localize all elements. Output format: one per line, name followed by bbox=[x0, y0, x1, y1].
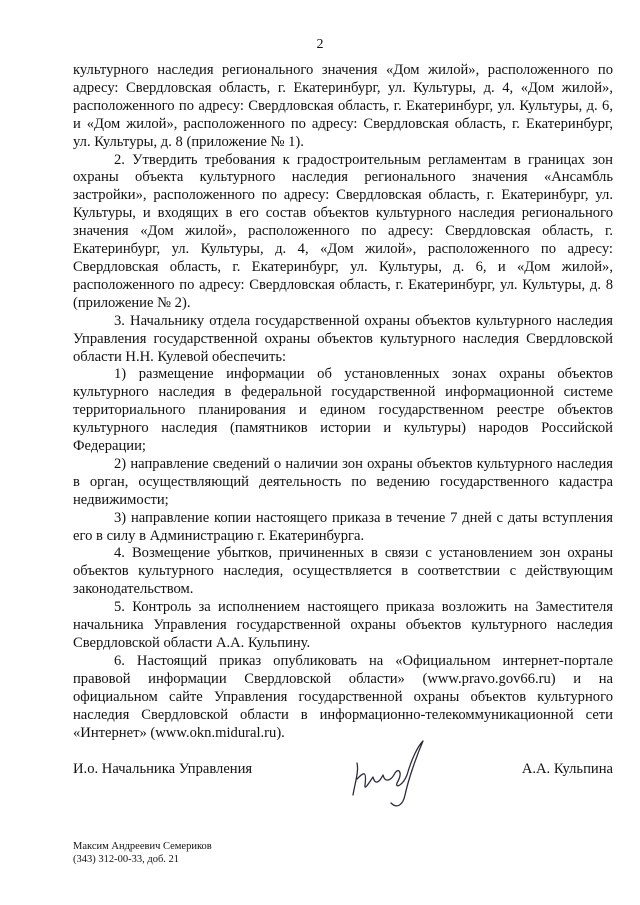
executor-phone: (343) 312-00-33, доб. 21 bbox=[73, 854, 180, 865]
handwritten-signature bbox=[345, 733, 435, 813]
paragraph-item-3: 3. Начальнику отдела государственной охраны объектов культурного наследия Управления государственной охраны объектов культурного наследия Свердловской области Н.Н. Кулевой обеспечить: bbox=[73, 312, 613, 365]
signature-block bbox=[73, 757, 613, 817]
paragraph-item-6: 6. Настоящий приказ опубликовать на «Официальном интернет-портале правовой информации Свердловской области» (www.pravo.gov66.ru) и на официальном сайте Управления государственной охраны объектов культурного наследия Свердловской области в информационно-телекоммуникационной сети «Интернет» (www.okn.midural.ru). bbox=[73, 652, 613, 741]
paragraph-item-5: 5. Контроль за исполнением настоящего приказа возложить на Заместителя начальника Управления государственной охраны объектов культурного наследия Свердловской области А.А. Кульпину. bbox=[73, 599, 613, 651]
paragraph-subitem-1: 1) размещение информации об установленных зонах охраны объектов культурного наследия в федеральной государственной информационной системе территориального планирования и едином государственном реестре объектов культурного наследия (памятников истории и культуры) народов Российской Федерации; bbox=[73, 366, 613, 455]
signatory-name: А.А. Кульпина bbox=[521, 761, 613, 777]
executor-name: Максим Андреевич Семериков bbox=[73, 841, 212, 852]
signatory-title: И.о. Начальника Управления bbox=[73, 761, 253, 777]
paragraph-subitem-3: 3) направление копии настоящего приказа в течение 7 дней с даты вступления его в силу в Администрацию г. Екатеринбурга. bbox=[73, 509, 613, 544]
paragraph-continuation: культурного наследия регионального значения «Дом жилой», расположенного по адресу: Свердловская область, г. Екатеринбург, ул. Культуры, д. 4, «Дом жилой», расположенного по адресу: Свердловская область, г. Екатеринбург, ул. Культуры, д. 6, и «Дом жилой», расположенного по адресу: Свердловская область, г. Екатеринбург, ул. Культуры, д. 8 (приложение № 1). bbox=[73, 62, 613, 150]
paragraph-item-2: 2. Утвердить требования к градостроительным регламентам в границах зон охраны объекта культурного наследия регионального значения «Ансамбль застройки», расположенного по адресу: Свердловская область, г. Екатеринбург, ул. Культуры, и входящих в его состав объектов культурного наследия регионального значения «Дом жилой», расположенного по адресу: Свердловская область, г. Екатеринбург, ул. Культуры, д. 4, «Дом жилой», расположенного по адресу: Свердловская область, г. Екатеринбург, ул. Культуры, д. 6, и «Дом жилой», расположенного по адресу: Свердловская область, г. Екатеринбург, ул. Культуры, д. 8 (приложение № 2). bbox=[73, 151, 613, 311]
paragraph-subitem-2: 2) направление сведений о наличии зон охраны объектов культурного наследия в орган, осуществляющий деятельность по ведению государственного кадастра недвижимости; bbox=[73, 455, 613, 508]
paragraph-item-4: 4. Возмещение убытков, причиненных в связи с установлением зон охраны объектов культурного наследия, осуществляется в соответствии с действующим законодательством. bbox=[73, 545, 613, 598]
executor-footer bbox=[73, 840, 212, 866]
page-number: 2 bbox=[316, 37, 324, 52]
document-body bbox=[73, 62, 613, 742]
